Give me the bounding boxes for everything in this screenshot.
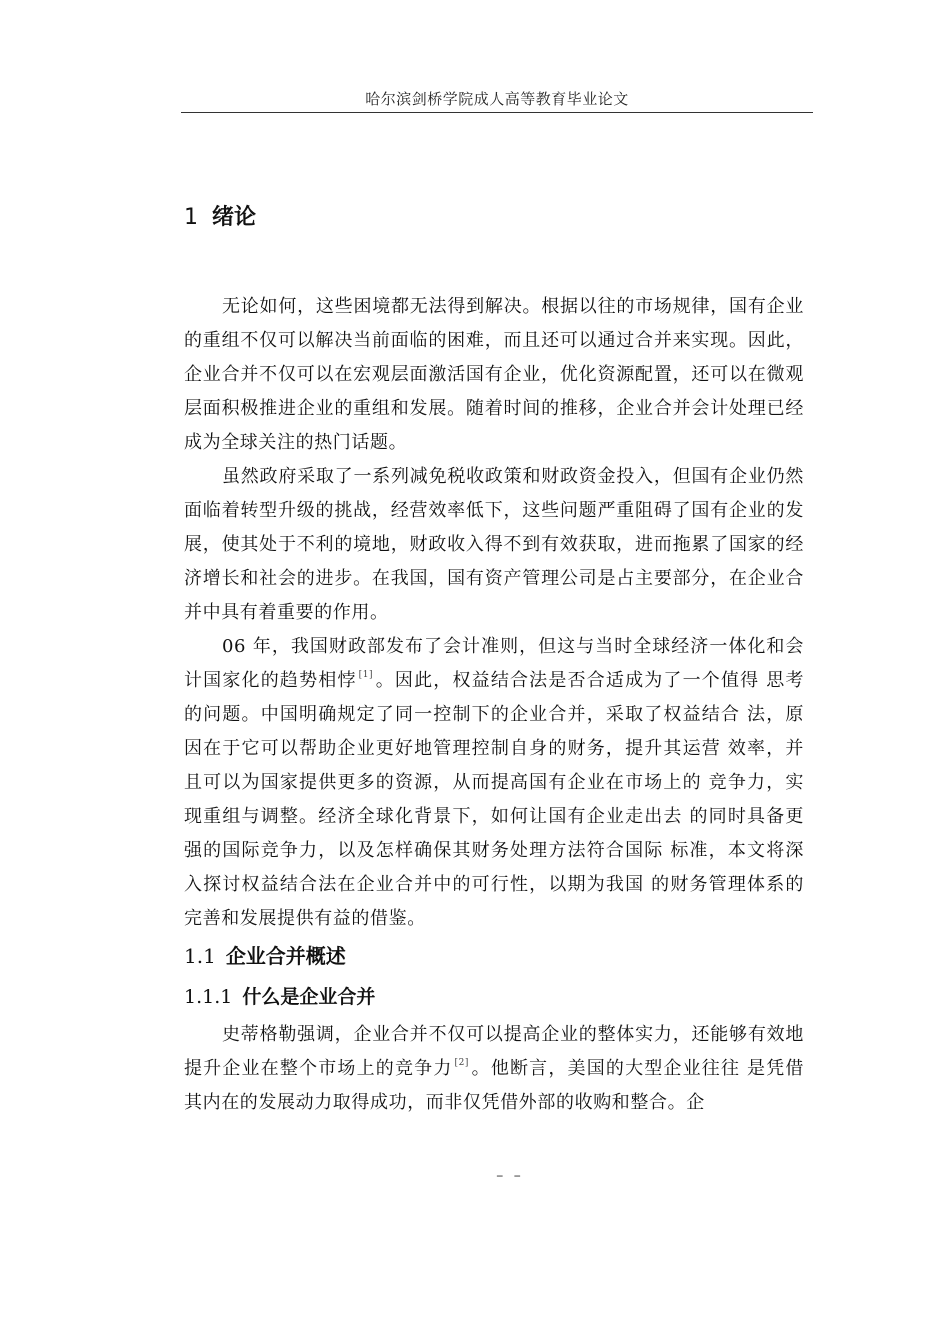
- section-number: 1.1: [184, 944, 216, 968]
- subsection-number: 1.1.1: [184, 986, 233, 1008]
- section-heading: [184, 936, 804, 976]
- header-rule: [181, 112, 813, 113]
- paragraph-text: 。他断言，美国的大型企业往往 是凭借其内在的发展动力取得成功，而非仅凭借外部的收购和整合。企: [184, 1058, 804, 1113]
- paragraph-text: 史蒂格勒强调，企业合并不仅可以提高企业的整体实力，还能够有效地提升企业在整个市场上的竞争力: [184, 1024, 804, 1079]
- paragraph: 无论如何，这些困境都无法得到解决。根据以往的市场规律，国有企业的重组不仅可以解决当前面临的困难，而且还可以通过合并来实现。因此，企业合并不仅可以在宏观层面激活国有企业，优化资源配置，还可以在微观层面积极推进企业的重组和发展。随着时间的推移，企业合并会计处理已经成为全球关注的热门话题。: [184, 296, 804, 453]
- paragraph-text: 。因此，权益结合法是否合适成为了一个值得 思考的问题。中国明确规定了同一控制下的企业合并，采取了权益结合 法，原因在于它可以帮助企业更好地管理控制自身的财务，提升其运营 效率，并且可以为国家提供更多的资源，从而提高国有企业在市场上的 竞争力，实现重组与调整。经济全球化背景下，如何让国有企业走出去 的同时具备更强的国际竞争力，以及怎样确保其财务处理方法符合国际 标准，本文将深入探讨权益结合法在企业合并中的可行性，以期为我国 的财务管理体系的完善和发展提供有益的借鉴。: [184, 670, 804, 929]
- running-header: 哈尔滨剑桥学院成人高等教育毕业论文: [365, 90, 629, 108]
- citation-ref: [1]: [358, 670, 374, 680]
- paragraph: [184, 1018, 804, 1120]
- chapter-title: [184, 198, 804, 238]
- page-body: [184, 198, 804, 1120]
- paragraph-text: 06 年，我国财政部发布了会计准则，但这与当时全球经济一体化和会计国家化的趋势相悖: [184, 636, 804, 691]
- chapter-number: 1: [184, 205, 198, 230]
- citation-ref: [2]: [454, 1058, 470, 1068]
- subsection-title-text: 什么是企业合并: [242, 986, 376, 1008]
- page-footer: – –: [496, 1168, 524, 1184]
- subsection-heading: [184, 976, 804, 1018]
- section-title-text: 企业合并概述: [225, 944, 346, 968]
- paragraph: 虽然政府采取了一系列减免税收政策和财政资金投入，但国有企业仍然面临着转型升级的挑战，经营效率低下，这些问题严重阻碍了国有企业的发展，使其处于不利的境地，财政收入得不到有效获取，进而拖累了国家的经济增长和社会的进步。在我国，国有资产管理公司是占主要部分，在企业合并中具有着重要的作用。: [184, 466, 804, 623]
- chapter-title-text: 绪论: [212, 205, 257, 230]
- paragraph: [184, 630, 804, 936]
